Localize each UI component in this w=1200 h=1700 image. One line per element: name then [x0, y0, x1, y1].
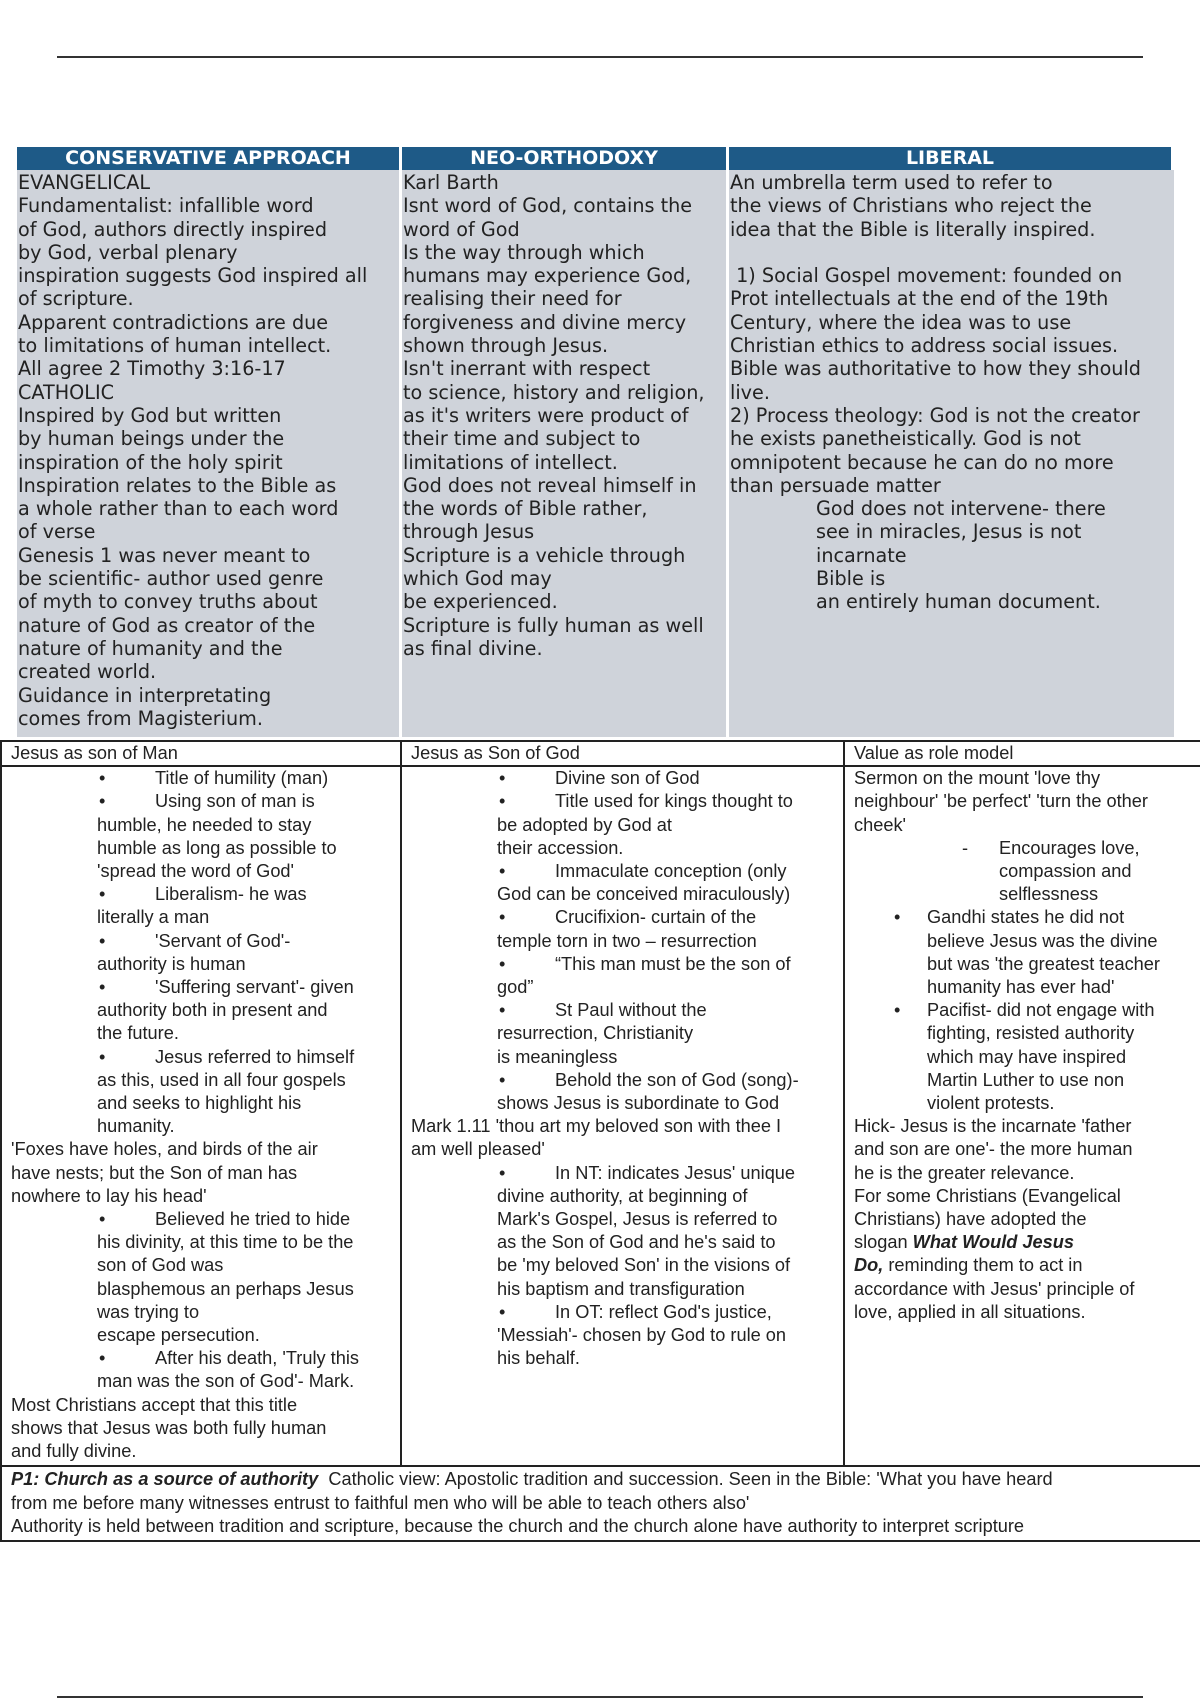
conservative-line: Inspiration relates to the Bible as	[18, 473, 337, 497]
son-of-man-bullet	[11, 1324, 400, 1347]
conservative-line: comes from Magisterium.	[18, 706, 263, 730]
bullet-text: humanity.	[97, 1116, 175, 1137]
son-of-god-bullet	[411, 976, 843, 999]
son-of-god-bullet	[411, 1046, 843, 1069]
neo-orthodoxy-line: limitations of intellect.	[403, 450, 618, 474]
son-of-man-closing-line: shows that Jesus was both fully human	[11, 1417, 327, 1438]
bullet-icon: •	[99, 930, 106, 951]
conservative-line: inspiration suggests God inspired all	[18, 264, 368, 288]
son-of-god-bullet	[411, 767, 843, 790]
bullet-text: authority both in present and	[97, 1000, 328, 1021]
son-of-man-cell	[1, 766, 401, 1466]
bullet-text: Liberalism- he was	[155, 884, 307, 905]
bullet-text: as this, used in all four gospels	[97, 1069, 346, 1090]
bullet-text: Behold the son of God (song)-	[555, 1069, 799, 1090]
header-conservative: CONSERVATIVE APPROACH	[17, 147, 402, 170]
liberal-point-line: 1) Social Gospel movement: founded on	[730, 264, 1123, 288]
son-of-man-bullet	[11, 1092, 400, 1115]
role-model-bullet	[854, 999, 1200, 1022]
son-of-god-bullet	[411, 1278, 843, 1301]
bullet-text: fighting, resisted authority	[927, 1023, 1135, 1044]
conservative-line: Guidance in interpretating	[18, 683, 272, 707]
bullet-text: Gandhi states he did not	[927, 907, 1125, 928]
role-model-intro-line: cheek'	[854, 814, 907, 835]
liberal-point-line: than persuade matter	[730, 473, 941, 497]
spacer	[730, 241, 1174, 264]
conservative-line: Apparent contradictions are due	[18, 310, 329, 334]
bullet-text: Pacifist- did not engage with	[927, 1000, 1155, 1021]
bullet-text: his baptism and transfiguration	[497, 1278, 745, 1299]
footer-cell	[1, 1466, 1200, 1541]
conservative-line: a whole rather than to each word	[18, 497, 339, 521]
slogan-suffix: reminding them to act in	[883, 1255, 1083, 1276]
son-of-man-quote-line: have nests; but the Son of man has	[11, 1162, 298, 1183]
liberal-intro-line: idea that the Bible is literally inspired.	[730, 217, 1096, 241]
son-of-god-bullet	[411, 883, 843, 906]
liberal-point-line: Century, where the idea was to use	[730, 310, 1072, 334]
bullet-text: his divinity, at this time to be the	[97, 1232, 354, 1253]
dash-text: compassion and	[999, 861, 1132, 882]
neo-orthodoxy-line: Karl Barth	[403, 171, 499, 194]
role-model-dash-item	[854, 860, 1200, 883]
dash-icon: -	[962, 837, 969, 858]
bullet-icon: •	[499, 907, 506, 928]
bullet-text: 'Messiah'- chosen by God to rule on	[497, 1325, 787, 1346]
conservative-line: of God, authors directly inspired	[18, 217, 327, 241]
conservative-line: nature of God as creator of the	[18, 613, 316, 637]
slogan-bold-2: Do,	[854, 1255, 884, 1276]
footer-line-1	[11, 1468, 1200, 1491]
header-son-of-man: Jesus as son of Man	[1, 741, 401, 766]
bullet-icon: •	[99, 1209, 106, 1230]
role-model-bullet	[854, 1092, 1200, 1115]
bullet-text: his behalf.	[497, 1348, 580, 1369]
bullet-text: be 'my beloved Son' in the visions of	[497, 1255, 791, 1276]
bullet-text: St Paul without the	[555, 1000, 707, 1021]
bullet-text: Immaculate conception (only	[555, 861, 787, 882]
footer-text-1: Catholic view: Apostolic tradition and succession. Seen in the Bible: 'What you have heard	[318, 1469, 1053, 1490]
neo-orthodoxy-cell	[402, 170, 729, 737]
role-model-hick-line: and son are one'- the more human	[854, 1139, 1133, 1160]
bullet-text: but was 'the greatest teacher	[927, 953, 1160, 974]
son-of-man-bullet	[11, 1115, 400, 1138]
bullet-icon: •	[499, 1069, 506, 1090]
son-of-man-bullet	[11, 999, 400, 1022]
bullet-text: Using son of man is	[155, 791, 315, 812]
role-model-bullet	[854, 930, 1200, 953]
son-of-god-mark-line: am well pleased'	[411, 1139, 545, 1160]
son-of-god-bullet	[411, 953, 843, 976]
neo-orthodoxy-line: through Jesus	[403, 520, 535, 544]
role-model-closing-line: accordance with Jesus' principle of	[854, 1278, 1135, 1299]
role-model-cell	[844, 766, 1200, 1466]
bullet-text: escape persecution.	[97, 1325, 260, 1346]
bullet-text: Title of humility (man)	[155, 768, 329, 789]
conservative-line: of verse	[18, 520, 96, 544]
son-of-god-bullet	[411, 790, 843, 813]
slogan-line	[854, 1231, 1200, 1254]
top-rule	[57, 56, 1143, 58]
son-of-god-bullet	[411, 1162, 843, 1185]
bullet-text: violent protests.	[927, 1093, 1055, 1114]
jesus-titles-table	[0, 740, 1200, 1542]
bullet-text: Divine son of God	[555, 768, 700, 789]
neo-orthodoxy-line: Scripture is a vehicle through	[403, 543, 686, 567]
bullet-icon: •	[499, 953, 506, 974]
footer-line-3: Authority is held between tradition and scripture, because the church and the church alone have authority to interpret scripture	[11, 1515, 1025, 1536]
neo-orthodoxy-line: to science, history and religion,	[403, 380, 705, 404]
conservative-line: created world.	[18, 660, 157, 684]
son-of-man-bullet	[11, 1046, 400, 1069]
header-neo-orthodoxy: NEO-ORTHODOXY	[402, 147, 729, 170]
neo-orthodoxy-line: which God may	[403, 567, 552, 591]
son-of-man-bullet	[11, 906, 400, 929]
slogan-bold-1: What Would Jesus	[912, 1232, 1074, 1253]
bullet-text: humble, he needed to stay	[97, 814, 312, 835]
son-of-man-bullet	[11, 1254, 400, 1277]
header-liberal: LIBERAL	[729, 147, 1174, 170]
son-of-man-bullet	[11, 1208, 400, 1231]
son-of-god-bullet	[411, 906, 843, 929]
liberal-point-line: Prot intellectuals at the end of the 19th	[730, 287, 1109, 311]
bullet-icon: •	[99, 1348, 106, 1369]
liberal-cell	[729, 170, 1174, 737]
son-of-god-bullet	[411, 1092, 843, 1115]
son-of-man-bullet	[11, 790, 400, 813]
conservative-line: Fundamentalist: infallible word	[18, 194, 314, 218]
bullet-icon: •	[99, 791, 106, 812]
bullet-text: Title used for kings thought to	[555, 791, 793, 812]
footer-line-2: from me before many witnesses entrust to faithful men who will be able to teach others also'	[11, 1492, 750, 1513]
son-of-man-bullet	[11, 1278, 400, 1301]
role-model-hick-line: For some Christians (Evangelical	[854, 1185, 1121, 1206]
conservative-line: of scripture.	[18, 287, 134, 311]
liberal-point-line: Bible was authoritative to how they should	[730, 357, 1141, 381]
conservative-line: Inspired by God but written	[18, 403, 282, 427]
son-of-god-bullet	[411, 1254, 843, 1277]
son-of-man-bullet	[11, 837, 400, 860]
role-model-bullet	[854, 953, 1200, 976]
liberal-point-line: omnipotent because he can do no more	[730, 450, 1114, 474]
bullet-icon: •	[894, 907, 901, 928]
neo-orthodoxy-line: as it's writers were product of	[403, 403, 689, 427]
liberal-indented-line: incarnate	[816, 543, 907, 567]
bullet-text: God can be conceived miraculously)	[497, 884, 791, 905]
son-of-man-quote-line: nowhere to lay his head'	[11, 1185, 207, 1206]
bullet-text: Crucifixion- curtain of the	[555, 907, 757, 928]
neo-orthodoxy-line: the words of Bible rather,	[403, 497, 648, 521]
son-of-man-bullet	[11, 1370, 400, 1393]
bullet-text: Believed he tried to hide	[155, 1209, 351, 1230]
son-of-god-bullet	[411, 999, 843, 1022]
son-of-god-bullet	[411, 1069, 843, 1092]
bullet-text: authority is human	[97, 953, 246, 974]
son-of-god-bullet	[411, 1208, 843, 1231]
son-of-man-bullet	[11, 814, 400, 837]
neo-orthodoxy-line: Isn't inerrant with respect	[403, 357, 651, 381]
bullet-icon: •	[894, 1000, 901, 1021]
bullet-text: humble as long as possible to	[97, 837, 337, 858]
bullet-text: temple torn in two – resurrection	[497, 930, 757, 951]
conservative-line: EVANGELICAL	[18, 171, 151, 194]
bullet-text: man was the son of God'- Mark.	[97, 1371, 355, 1392]
bullet-text: 'Servant of God'-	[155, 930, 291, 951]
liberal-indented-line: Bible is	[816, 567, 886, 591]
son-of-man-bullet	[11, 1231, 400, 1254]
conservative-line: be scientific- author used genre	[18, 567, 324, 591]
bullet-text: believe Jesus was the divine	[927, 930, 1158, 951]
role-model-dash-item	[854, 883, 1200, 906]
son-of-god-bullet	[411, 1022, 843, 1045]
bullet-text: son of God was	[97, 1255, 224, 1276]
role-model-bullet	[854, 1069, 1200, 1092]
bullet-text: as the Son of God and he's said to	[497, 1232, 776, 1253]
liberal-intro-line: An umbrella term used to refer to	[730, 171, 1053, 194]
bullet-text: 'spread the word of God'	[97, 861, 295, 882]
bullet-text: 'Suffering servant'- given	[155, 977, 354, 998]
conservative-line: of myth to convey truths about	[18, 590, 318, 614]
son-of-man-bullet	[11, 883, 400, 906]
role-model-hick-line: Hick- Jesus is the incarnate 'father	[854, 1116, 1132, 1137]
bullet-text: After his death, 'Truly this	[155, 1348, 359, 1369]
approaches-table	[17, 147, 1174, 737]
conservative-line: CATHOLIC	[18, 380, 115, 404]
header-son-of-god: Jesus as Son of God	[401, 741, 844, 766]
role-model-intro-line: Sermon on the mount 'love thy	[854, 768, 1101, 789]
role-model-closing-line: love, applied in all situations.	[854, 1301, 1086, 1322]
son-of-god-bullet	[411, 860, 843, 883]
neo-orthodoxy-line: their time and subject to	[403, 427, 641, 451]
bullet-text: was trying to	[97, 1301, 200, 1322]
bullet-icon: •	[99, 768, 106, 789]
bullet-text: Jesus referred to himself	[155, 1046, 355, 1067]
bullet-text: Mark's Gospel, Jesus is referred to	[497, 1209, 778, 1230]
neo-orthodoxy-line: God does not reveal himself in	[403, 473, 697, 497]
son-of-god-bullet	[411, 930, 843, 953]
neo-orthodoxy-line: humans may experience God,	[403, 264, 692, 288]
footer-title: P1: Church as a source of authority	[11, 1469, 319, 1490]
bullet-text: is meaningless	[497, 1046, 618, 1067]
son-of-man-closing-line: Most Christians accept that this title	[11, 1394, 298, 1415]
bullet-text: divine authority, at beginning of	[497, 1185, 748, 1206]
role-model-dash-item	[854, 837, 1200, 860]
neo-orthodoxy-line: word of God	[403, 217, 520, 241]
bullet-icon: •	[499, 768, 506, 789]
bullet-text: blasphemous an perhaps Jesus	[97, 1278, 354, 1299]
neo-orthodoxy-line: Is the way through which	[403, 240, 645, 264]
bullet-icon: •	[99, 977, 106, 998]
son-of-man-bullet	[11, 860, 400, 883]
neo-orthodoxy-line: be experienced.	[403, 590, 558, 614]
liberal-point-line: live.	[730, 380, 770, 404]
dash-text: selflessness	[999, 884, 1099, 905]
neo-orthodoxy-line: Isnt word of God, contains the	[403, 194, 693, 218]
bullet-text: god”	[497, 977, 534, 998]
bullet-text: which may have inspired	[927, 1046, 1127, 1067]
son-of-god-bullet	[411, 837, 843, 860]
liberal-intro-line: the views of Christians who reject the	[730, 194, 1092, 218]
bottom-rule	[57, 1696, 1143, 1698]
son-of-god-bullet	[411, 1185, 843, 1208]
slogan-prefix: slogan	[854, 1232, 913, 1253]
neo-orthodoxy-line: Scripture is fully human as well	[403, 613, 704, 637]
bullet-text: humanity has ever had'	[927, 977, 1115, 998]
son-of-god-bullet	[411, 1231, 843, 1254]
son-of-man-bullet	[11, 976, 400, 999]
header-role-model: Value as role model	[844, 741, 1200, 766]
bullet-icon: •	[499, 1000, 506, 1021]
neo-orthodoxy-line: as final divine.	[403, 636, 543, 660]
bullet-text: In OT: reflect God's justice,	[555, 1301, 772, 1322]
bullet-text: resurrection, Christianity	[497, 1023, 694, 1044]
bullet-icon: •	[99, 884, 106, 905]
dash-text: Encourages love,	[999, 837, 1140, 858]
son-of-god-bullet	[411, 1301, 843, 1324]
conservative-line: nature of humanity and the	[18, 636, 283, 660]
son-of-man-bullet	[11, 1347, 400, 1370]
son-of-man-bullet	[11, 930, 400, 953]
son-of-man-bullet	[11, 1301, 400, 1324]
conservative-line: Genesis 1 was never meant to	[18, 543, 311, 567]
bullet-text: their accession.	[497, 837, 624, 858]
bullet-icon: •	[499, 1301, 506, 1322]
liberal-point-line: he exists panetheistically. God is not	[730, 427, 1081, 451]
bullet-icon: •	[499, 1162, 506, 1183]
neo-orthodoxy-line: forgiveness and divine mercy	[403, 310, 687, 334]
bullet-icon: •	[499, 861, 506, 882]
conservative-line: to limitations of human intellect.	[18, 334, 332, 358]
role-model-intro-line: neighbour' 'be perfect' 'turn the other	[854, 791, 1148, 812]
slogan-line	[854, 1254, 1200, 1277]
bullet-text: the future.	[97, 1023, 179, 1044]
bullet-text: In NT: indicates Jesus' unique	[555, 1162, 796, 1183]
son-of-god-cell	[401, 766, 844, 1466]
liberal-indented-line: see in miracles, Jesus is not	[816, 520, 1082, 544]
conservative-line: by God, verbal plenary	[18, 240, 238, 264]
bullet-text: literally a man	[97, 907, 210, 928]
son-of-man-closing-line: and fully divine.	[11, 1441, 137, 1462]
son-of-god-bullet	[411, 1324, 843, 1347]
son-of-god-mark-line: Mark 1.11 'thou art my beloved son with thee I	[411, 1116, 782, 1137]
bullet-text: and seeks to highlight his	[97, 1093, 302, 1114]
neo-orthodoxy-line: shown through Jesus.	[403, 334, 609, 358]
son-of-god-bullet	[411, 1347, 843, 1370]
bullet-text: shows Jesus is subordinate to God	[497, 1093, 780, 1114]
conservative-line: inspiration of the holy spirit	[18, 450, 283, 474]
conservative-line: by human beings under the	[18, 427, 285, 451]
bullet-text: be adopted by God at	[497, 814, 672, 835]
liberal-point-line: 2) Process theology: God is not the creator	[730, 403, 1140, 427]
liberal-indented-line: God does not intervene- there	[816, 497, 1106, 521]
son-of-man-bullet	[11, 1069, 400, 1092]
bullet-icon: •	[99, 1046, 106, 1067]
son-of-man-bullet	[11, 767, 400, 790]
role-model-bullet	[854, 1022, 1200, 1045]
bullet-text: Martin Luther to use non	[927, 1069, 1125, 1090]
son-of-god-bullet	[411, 814, 843, 837]
bullet-icon: •	[499, 791, 506, 812]
neo-orthodoxy-line: realising their need for	[403, 287, 622, 311]
conservative-cell	[17, 170, 402, 737]
role-model-bullet	[854, 906, 1200, 929]
son-of-man-bullet	[11, 953, 400, 976]
bullet-text: “This man must be the son of	[555, 953, 791, 974]
son-of-man-quote-line: 'Foxes have holes, and birds of the air	[11, 1139, 318, 1160]
role-model-bullet	[854, 1046, 1200, 1069]
son-of-man-bullet	[11, 1022, 400, 1045]
conservative-line: All agree 2 Timothy 3:16-17	[18, 357, 286, 381]
role-model-bullet	[854, 976, 1200, 999]
role-model-hick-line: he is the greater relevance.	[854, 1162, 1075, 1183]
liberal-point-line: Christian ethics to address social issues.	[730, 334, 1119, 358]
liberal-indented-line: an entirely human document.	[816, 590, 1101, 614]
role-model-hick-line: Christians) have adopted the	[854, 1209, 1087, 1230]
